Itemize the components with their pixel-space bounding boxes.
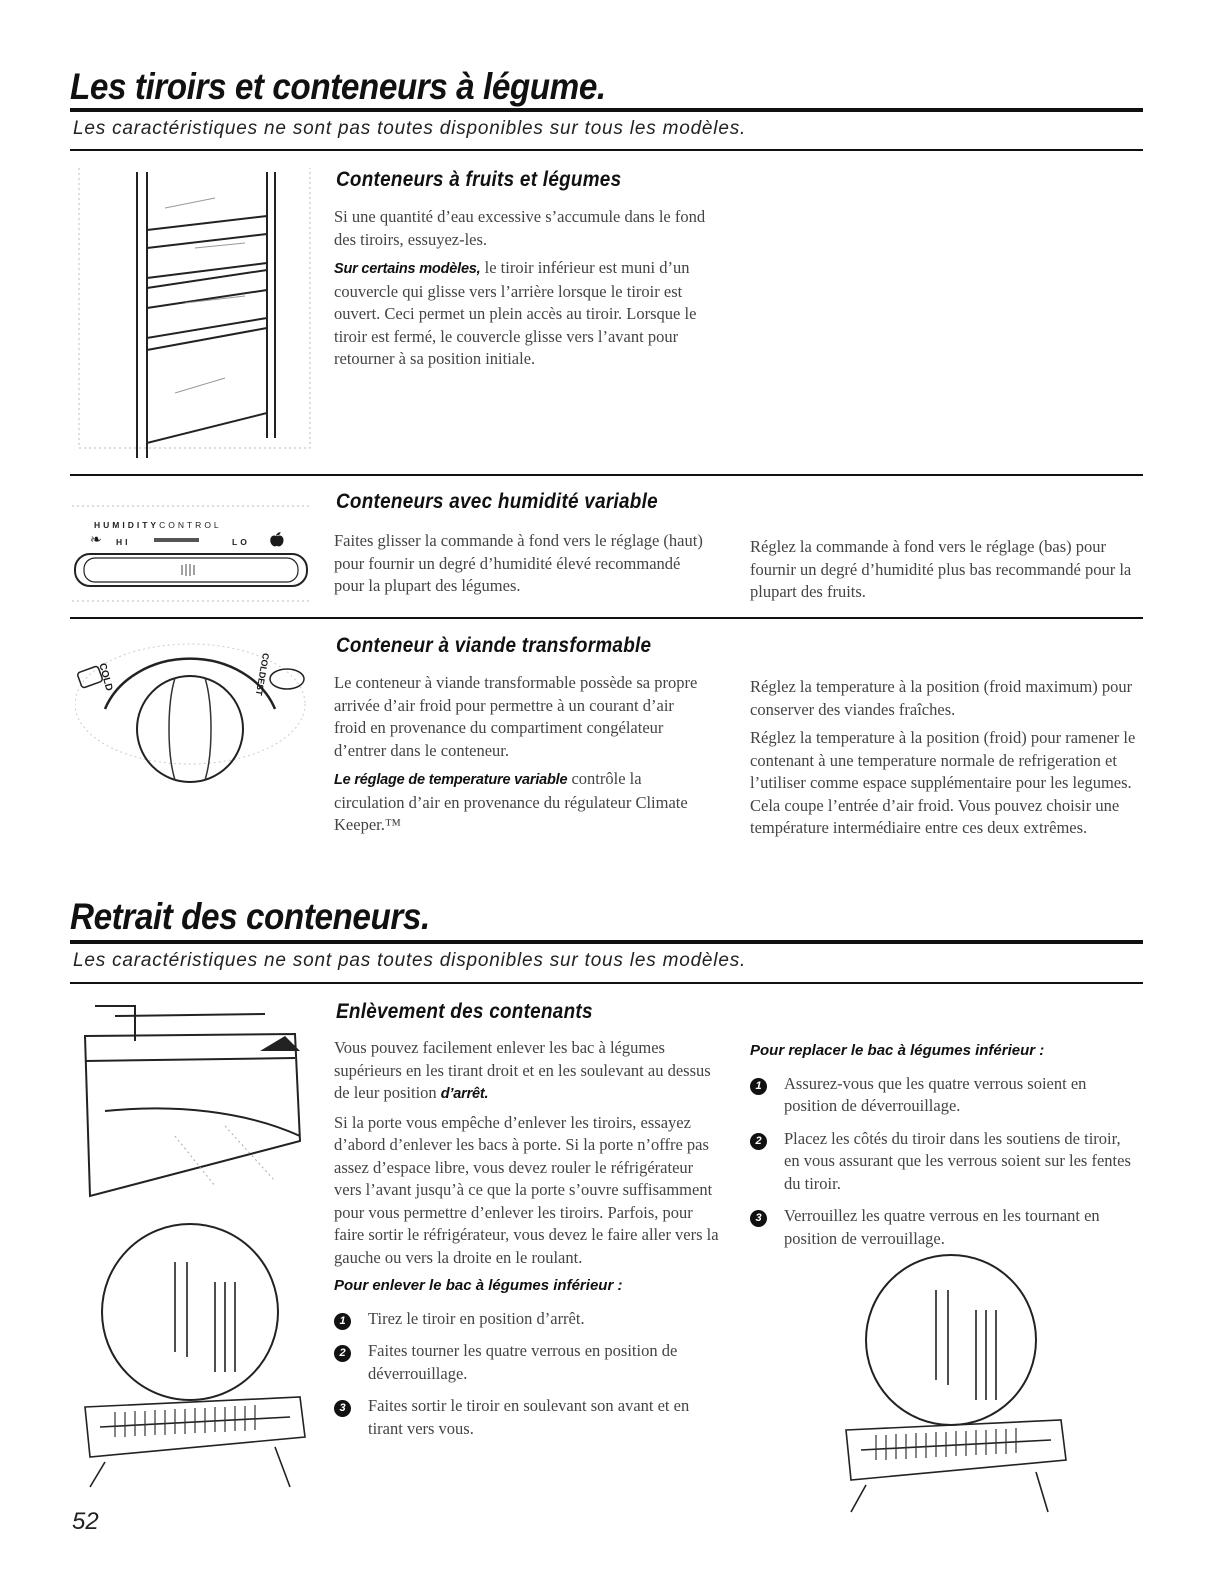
vegetable-icon: ❧ [90, 533, 102, 548]
replace-step-text: Placez les côtés du tiroir dans les soutiens de tiroir, en vous assurant que les verrous soient sur les fentes du tiroir. [784, 1128, 1131, 1193]
crispers-heading: Conteneurs à fruits et légumes [336, 168, 622, 191]
drawer-removal-illustration [75, 996, 315, 1206]
crispers-lead: Sur certains modèles, [334, 261, 481, 277]
remove-step [334, 1340, 724, 1385]
title-rule [70, 108, 1143, 112]
step-number-badge: 1 [750, 1078, 767, 1095]
divider-1 [70, 474, 1143, 476]
meat-pan-heading: Conteneur à viande transformable [336, 634, 652, 657]
humidity-label-bold: HUMIDITY [94, 520, 160, 530]
humidity-control-illustration [72, 496, 312, 608]
title-rule-2 [70, 940, 1143, 944]
meat-pan-paragraph-2 [334, 768, 704, 837]
meat-pan-paragraph-2-text: contrôle la circulation d’air en provenance du régulateur Climate Keeper.™ [334, 769, 688, 834]
stop-position-label: d’arrêt. [440, 1086, 489, 1102]
replace-steps-list [750, 1073, 1140, 1251]
dial-coldest-label: COLDEST [253, 652, 271, 697]
replace-step [750, 1073, 1140, 1118]
removal-heading: Enlèvement des contenants [336, 1000, 593, 1023]
removal-paragraph-2: Si la porte vous empêche d’enlever les tiroirs, essayez d’abord d’enlever les bacs à porte. Si la porte n’offre pas assez d’espace libre, vous devez rouler le réfrigérateur vers l’avant jusqu’à ce que la porte s’ouvre suffisamment pour vous permettre d’enlever les tiroirs. Parfois, pour faire sortir le réfrigérateur, vous devez le faire aller vers la gauche ou vers la droite en le roulant. [334, 1112, 719, 1267]
replace-step-text: Assurez-vous que les quatre verrous soient en position de déverrouillage. [784, 1073, 1087, 1115]
removal-text [334, 1037, 724, 1450]
replace-lower-drawer-heading: Pour replacer le bac à légumes inférieur : [750, 1042, 1045, 1059]
step-number-badge: 2 [750, 1133, 767, 1150]
humidity-right-text: Réglez la commande à fond vers le réglage (bas) pour fournir un degré d’humidité plus bas recommandé pour la plupart des fruits. [750, 537, 1132, 601]
removal-paragraph-1-text: Vous pouvez facilement enlever les bac à légumes supérieurs en les tirant droit et en les soulevant au dessus de leur position [334, 1038, 711, 1102]
humidity-heading: Conteneurs avec humidité variable [336, 490, 658, 513]
lock-detail-illustration-left [75, 1222, 315, 1492]
coldest-setting-text: Réglez la temperature à la position (froid maximum) pour conserver des viandes fraîches. [750, 677, 1133, 719]
subtitle-rule-2 [70, 982, 1143, 984]
divider-2 [70, 617, 1143, 619]
removal-paragraph-1 [334, 1037, 724, 1106]
remove-lower-drawer-heading: Pour enlever le bac à légumes inférieur : [334, 1277, 623, 1294]
step-number-badge: 2 [334, 1345, 351, 1362]
meat-pan-text [334, 672, 704, 843]
remove-step [334, 1395, 724, 1440]
dial-cold-label: COLD [96, 662, 115, 693]
replace-step [750, 1205, 1140, 1250]
section-title-removal: Retrait des conteneurs. [70, 896, 430, 937]
temperature-dial-illustration [75, 634, 315, 784]
replace-section [750, 1040, 1140, 1260]
section-subtitle: Les caractéristiques ne sont pas toutes disponibles sur tous les modèles. [73, 118, 747, 139]
remove-step [334, 1308, 724, 1331]
crispers-paragraph-2 [334, 257, 714, 371]
humidity-label-light: CONTROL [159, 520, 222, 530]
crispers-paragraph-2-text: le tiroir inférieur est muni d’un couvercle qui glisse vers l’arrière lorsque le tiroir est ouvert. Ceci permet un plein accès au tiroir. Lorsque le tiroir est fermé, le couvercle glisse vers l’avant pour retourner à sa position initiale. [334, 258, 697, 368]
meat-pan-lead: Le réglage de temperature variable [334, 772, 568, 788]
lock-detail-illustration-right [836, 1250, 1076, 1515]
section-subtitle-2: Les caractéristiques ne sont pas toutes disponibles sur tous les modèles. [73, 950, 747, 971]
humidity-left-text: Faites glisser la commande à fond vers le réglage (haut) pour fournir un degré d’humidité élevé recommandé pour la plupart des légumes. [334, 531, 703, 595]
remove-step-text: Faites sortir le tiroir en soulevant son avant et en tirant vers vous. [368, 1396, 690, 1438]
page-number: 52 [72, 1508, 99, 1535]
meat-pan-right-text [750, 676, 1140, 846]
cold-setting-text: Réglez la temperature à la position (froid) pour ramener le contenant à une temperature normale de refrigeration et l’utiliser comme espace supplémentaire pour les legumes. Cela coupe l’entrée d’air froid. Vous pouvez choisir une température intermédiaire entre ces deux extrêmes. [750, 728, 1136, 837]
remove-step-text: Tirez le tiroir en position d’arrêt. [368, 1308, 585, 1328]
lo-label: LO [232, 537, 250, 547]
remove-step-text: Faites tourner les quatre verrous en position de déverrouillage. [368, 1341, 678, 1383]
humidity-control-label [94, 520, 222, 530]
section-title-drawers: Les tiroirs et conteneurs à légume. [70, 66, 606, 107]
remove-steps-list [334, 1308, 724, 1441]
subtitle-rule [70, 149, 1143, 151]
step-number-badge: 3 [750, 1210, 767, 1227]
fruit-icon: 🍎︎ [268, 533, 286, 548]
crispers-paragraph-1: Si une quantité d’eau excessive s’accumule dans le fond des tiroirs, essuyez-les. [334, 207, 706, 249]
crispers-text [334, 206, 714, 377]
step-number-badge: 1 [334, 1313, 351, 1330]
crisper-drawers-illustration [75, 168, 315, 460]
step-number-badge: 3 [334, 1400, 351, 1417]
replace-step [750, 1128, 1140, 1196]
hi-label: HI [116, 537, 131, 547]
replace-step-text: Verrouillez les quatre verrous en les tournant en position de verrouillage. [784, 1206, 1100, 1248]
meat-pan-paragraph-1: Le conteneur à viande transformable possède sa propre arrivée d’air froid pour permettre à un courant d’air froid en provenance du compartiment congélateur d’entrer dans le conteneur. [334, 673, 698, 760]
